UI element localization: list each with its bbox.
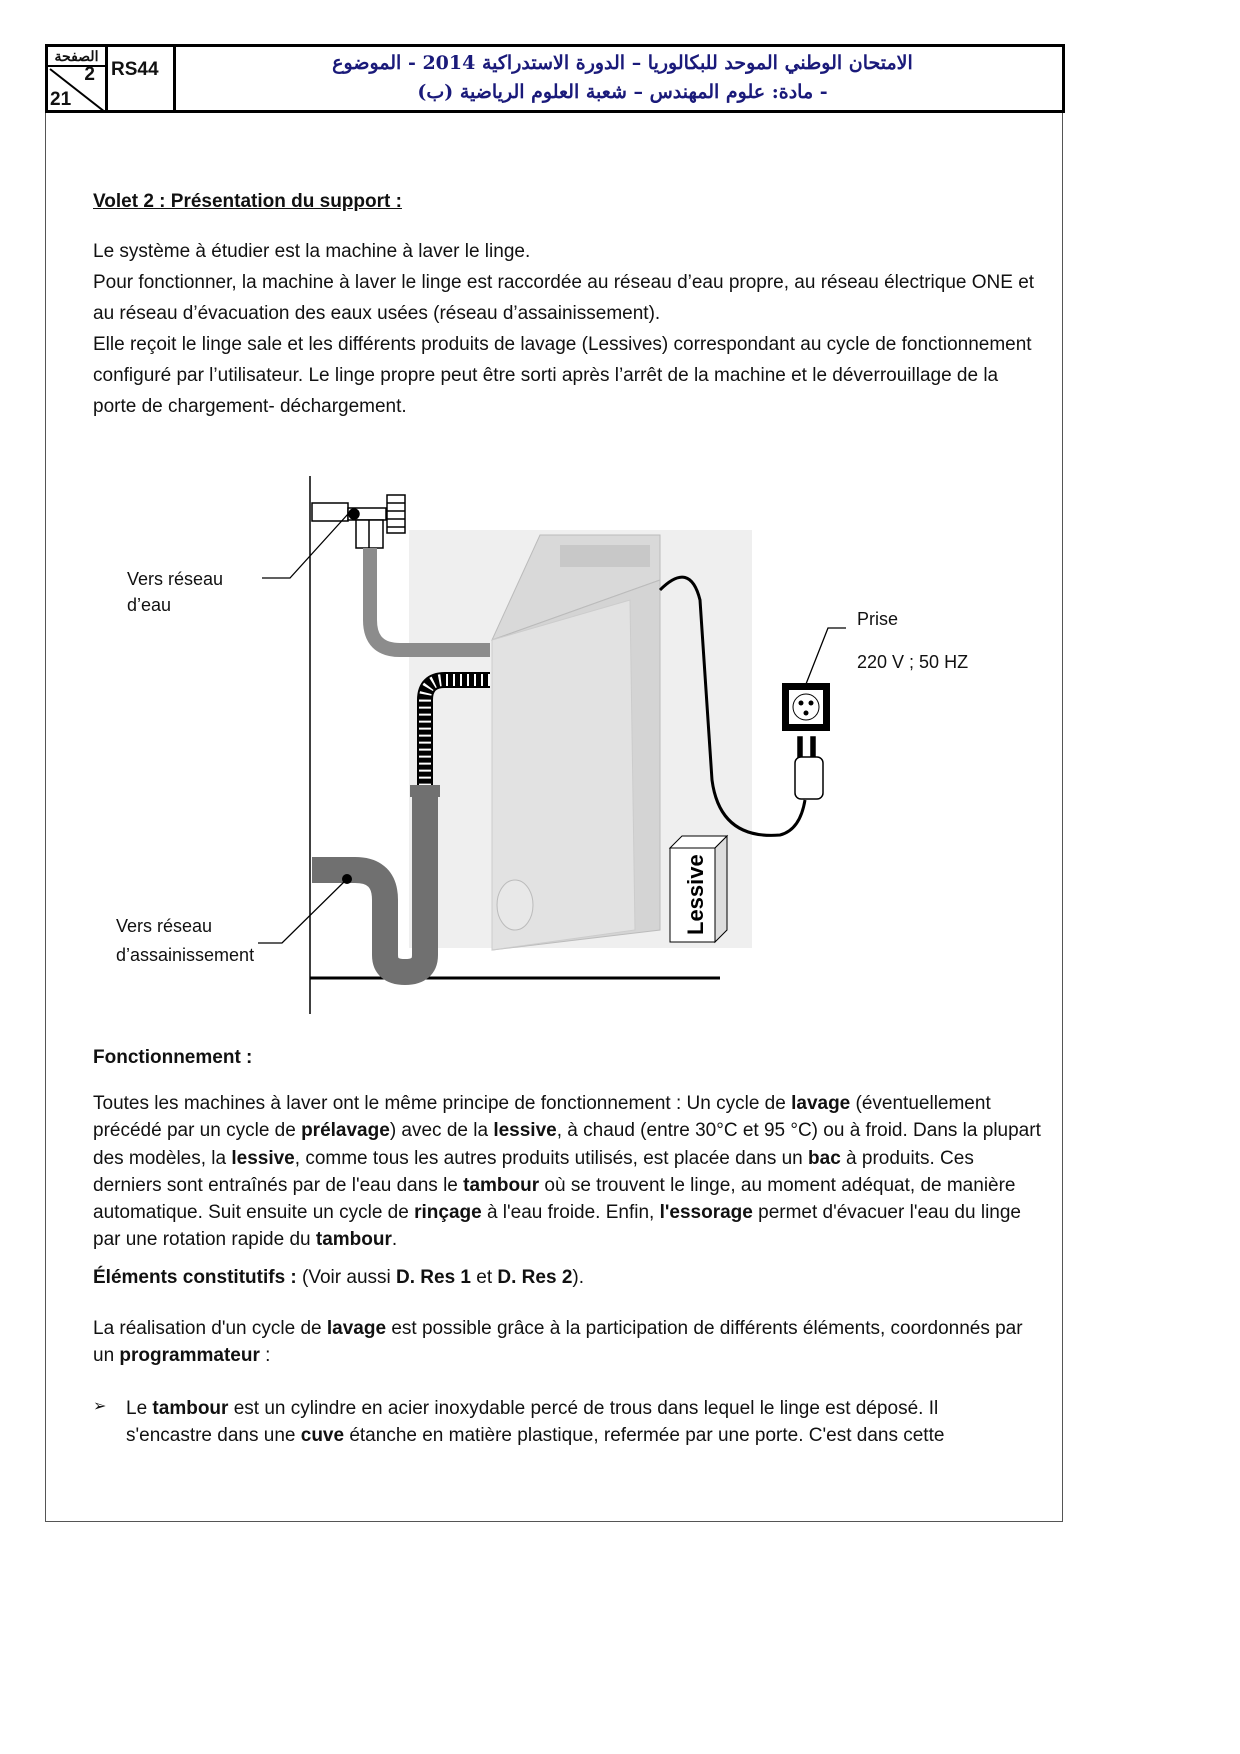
bold-term: l'essorage <box>659 1202 753 1224</box>
page-total: 21 <box>50 89 72 110</box>
text-segment: . <box>391 1229 398 1251</box>
bold-term: cuve <box>300 1425 345 1447</box>
intro-line: Elle reçoit le linge sale et les différents produits de lavage (Lessives) correspondant au cycle de fonctionnement configuré par l’utilisateur. Le linge propre peut être sorti après l’arrêt de la machine et le déverrouillage de la porte de chargement- déchargement. <box>93 334 1032 417</box>
bold-term: Éléments constitutifs : <box>93 1267 297 1288</box>
fonctionnement-paragraph <box>93 1090 1043 1254</box>
bold-term: prélavage <box>301 1120 390 1142</box>
page-number: 2 <box>84 64 95 85</box>
text-segment: , à chaud (entre 30°C et 95 °C) ou à froid. Dans la plupart des modèles, la <box>93 1120 1041 1169</box>
text-segment: Toutes les machines à laver ont le même principe de fonctionnement : Un cycle de <box>93 1093 792 1114</box>
siphon <box>312 790 425 972</box>
washing-machine <box>492 535 660 950</box>
socket-icon <box>782 683 830 731</box>
bullet-tambour <box>126 1395 1016 1450</box>
bold-term: programmateur <box>119 1345 260 1367</box>
bold-term: rinçage <box>414 1202 482 1224</box>
bold-term: D. Res 2 <box>497 1267 573 1288</box>
text-segment: (éventuellement précédé par un cycle de <box>93 1093 991 1142</box>
plug-icon <box>795 737 823 799</box>
water-network-label <box>127 566 223 618</box>
text-segment: permet d'évacuer l'eau du linge par une rotation rapide du <box>93 1202 1021 1251</box>
bold-term: lavage <box>326 1318 387 1339</box>
text-segment: (Voir aussi <box>296 1267 397 1288</box>
text-segment: ) avec de la <box>389 1120 494 1142</box>
text-segment: ). <box>572 1267 584 1288</box>
label-line: Vers réseau <box>127 569 224 589</box>
text-segment: La réalisation d'un cycle de <box>93 1318 327 1339</box>
label-line: d’assainissement <box>116 945 255 965</box>
bold-term: lavage <box>791 1093 851 1114</box>
arrowhead-bullet-icon: ➢ <box>93 1398 107 1415</box>
text-segment: Le <box>126 1398 153 1419</box>
exam-title-line2: - مادة: علوم المهندس – شعبة العلوم الرياضية (ب) <box>417 81 828 103</box>
elements-paragraph <box>93 1264 1043 1291</box>
detergent-label: Lessive <box>683 854 708 935</box>
bold-term: D. Res 1 <box>396 1267 471 1288</box>
voltage-label: 220 V ; 50 HZ <box>857 652 969 672</box>
text-segment: à produits. Ces derniers sont entraînés par de l'eau dans le <box>93 1147 974 1196</box>
realisation-paragraph <box>93 1315 1043 1370</box>
bold-term: lessive <box>493 1120 557 1142</box>
drain-leader-line <box>258 879 347 943</box>
text-segment: est un cylindre en acier inoxydable percé de trous dans lequel le linge est déposé. Il s'encastre dans une <box>126 1398 939 1447</box>
detergent-box <box>670 836 727 942</box>
subject-code: RS44 <box>108 47 176 110</box>
text-segment: : <box>259 1345 271 1367</box>
bold-term: bac <box>808 1147 841 1169</box>
text-segment: où se trouvent le linge, au moment adéquat, de manière automatique. Suit ensuite un cycle de <box>93 1174 1016 1224</box>
text-segment: à l'eau froide. Enfin, <box>481 1202 660 1224</box>
drain-network-label <box>116 912 254 970</box>
water-leader-line <box>262 514 348 578</box>
label-line: Vers réseau <box>116 916 213 936</box>
bold-term: tambour <box>152 1398 229 1419</box>
label-line: d’eau <box>127 595 172 615</box>
intro-line: Le système à étudier est la machine à laver le linge. <box>93 241 531 262</box>
text-segment: et <box>471 1267 498 1288</box>
page-label: الصفحة <box>48 47 105 67</box>
section-title: Volet 2 : Présentation du support : <box>93 191 402 212</box>
fonctionnement-title: Fonctionnement : <box>93 1047 253 1068</box>
text-segment: étanche en matière plastique, refermée par une porte. C'est dans cette <box>344 1425 945 1447</box>
plug-leader-line <box>806 628 846 684</box>
text-segment: est possible grâce à la participation de différents éléments, coordonnés par un <box>93 1318 1023 1367</box>
bold-term: lessive <box>231 1147 295 1169</box>
intro-line: Pour fonctionner, la machine à laver le linge est raccordée au réseau d’eau propre, au réseau électrique ONE et au réseau d’évacuation des eaux usées (réseau d’assainissement). <box>93 272 1035 324</box>
water-tap <box>312 495 405 548</box>
plug-label: Prise <box>857 609 899 629</box>
bold-term: tambour <box>463 1174 540 1196</box>
text-segment: , comme tous les autres produits utilisés, est placée dans un <box>294 1147 809 1169</box>
bold-term: tambour <box>315 1229 392 1251</box>
exam-title-line1: الامتحان الوطني الموحد للبكالوريا – الدورة الاستدراكية 2014 - الموضوع <box>332 52 913 74</box>
